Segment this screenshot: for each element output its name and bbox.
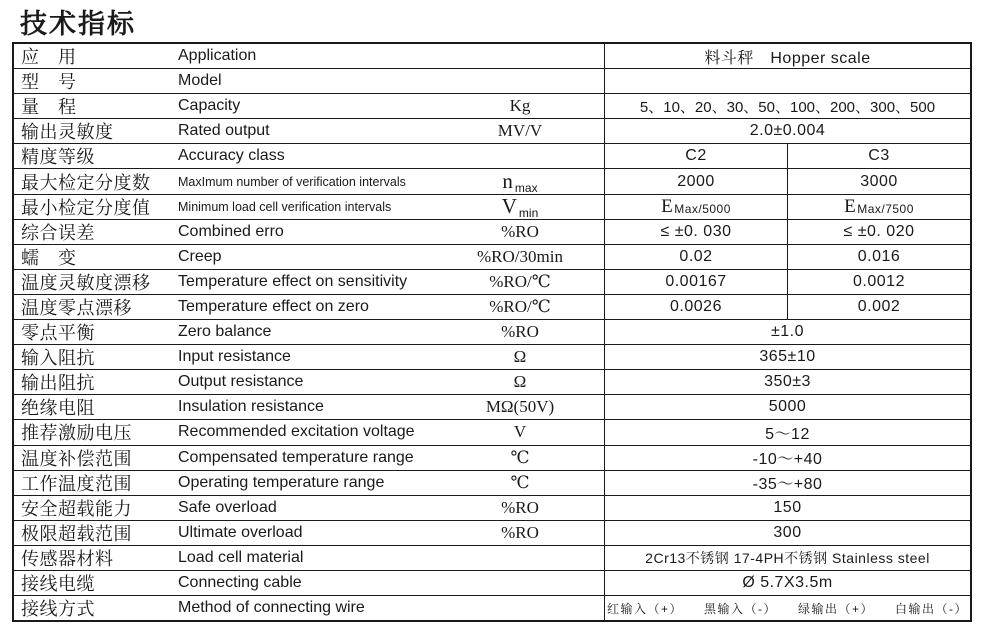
label-en: Ultimate overload: [178, 523, 303, 541]
value: 2.0±0.004: [749, 122, 826, 140]
row-label: [14, 471, 605, 495]
label-en: Model: [178, 72, 222, 90]
label-en: Recommended excitation voltage: [178, 423, 415, 441]
row-label: [14, 546, 605, 570]
row-label: [14, 420, 605, 444]
table-row-zero-balance: [14, 319, 970, 344]
table-row-application: [14, 44, 970, 68]
row-label: [14, 245, 605, 269]
value-symbol: E: [844, 195, 857, 217]
table-row-temp-effect-zero: [14, 294, 970, 319]
table-row-load-cell-material: [14, 545, 970, 570]
unit: ℃: [510, 472, 530, 492]
value: Ø 5.7X3.5m: [742, 574, 833, 592]
label-en: Load cell material: [178, 548, 304, 566]
unit: [436, 169, 604, 193]
value-symbol: E: [661, 195, 674, 217]
table-row-compensated-temp-range: [14, 445, 970, 470]
value-c2: 0.02: [605, 245, 788, 269]
table-row-output-resistance: [14, 369, 970, 394]
value: 365±10: [759, 348, 816, 366]
page-title: 技术指标: [20, 9, 136, 39]
label-zh: 极限超载范围: [21, 523, 132, 544]
table-row-min-verification-intervals: [14, 194, 970, 219]
value: -35～+80: [752, 476, 823, 494]
label-en: Method of connecting wire: [178, 599, 365, 617]
label-zh: 工作温度范围: [21, 473, 132, 494]
label-zh: 接线电缆: [21, 574, 95, 595]
unit: Ω: [513, 372, 527, 392]
label-zh: 量 程: [21, 97, 77, 118]
value: 150: [773, 498, 802, 516]
table-row-model: [14, 68, 970, 93]
label-en: Zero balance: [178, 323, 272, 341]
value-c2: 0.0026: [605, 295, 788, 319]
row-label: [14, 44, 605, 68]
label-en: Input resistance: [178, 348, 291, 366]
table-row-excitation-voltage: [14, 419, 970, 444]
table-row-input-resistance: [14, 344, 970, 369]
value-subscript: Max/7500: [857, 201, 914, 216]
label-zh: 输入阻抗: [21, 348, 95, 369]
label-zh: 综合误差: [21, 222, 95, 243]
value-c2: 2000: [605, 169, 788, 193]
label-zh: 安全超载能力: [21, 498, 132, 519]
unit-symbol: V: [501, 194, 517, 219]
value-c3: 0.016: [857, 247, 901, 265]
value-split: [605, 144, 970, 168]
label-zh: 推荐激励电压: [21, 423, 132, 444]
label-zh: 最小检定分度值: [21, 197, 151, 218]
unit-subscript: max: [514, 181, 538, 194]
label-zh: 绝缘电阻: [21, 398, 95, 419]
unit: [436, 195, 604, 219]
spec-table: [12, 42, 972, 622]
label-zh: 温度补偿范围: [21, 448, 132, 469]
value: ±1.0: [770, 323, 805, 341]
unit: %RO/℃: [489, 296, 551, 316]
value-c3: [788, 195, 970, 219]
table-row-max-verification-intervals: [14, 168, 970, 193]
label-en: Combined erro: [178, 222, 284, 240]
unit: %RO: [501, 221, 539, 241]
row-label: [14, 69, 605, 93]
label-zh: 精度等级: [21, 147, 95, 168]
value: 红输入（+） 黑输入（-） 绿输出（+） 白输出（-）: [606, 601, 968, 616]
table-row-creep: [14, 244, 970, 269]
value: -10～+40: [752, 451, 823, 469]
label-en: Safe overload: [178, 498, 277, 516]
row-label: [14, 496, 605, 520]
value-split: [605, 195, 970, 219]
unit: Kg: [509, 96, 531, 116]
unit: V: [513, 422, 527, 442]
row-label: [14, 119, 605, 143]
unit: %RO: [501, 497, 539, 517]
value: 5、10、20、30、50、100、200、300、500: [639, 98, 936, 116]
label-zh: 温度灵敏度漂移: [21, 272, 151, 293]
unit: MV/V: [497, 121, 543, 141]
table-row-ultimate-overload: [14, 520, 970, 545]
value-split: [605, 245, 970, 269]
value-c3: 0.0012: [853, 272, 905, 290]
value-c3: C3: [868, 147, 890, 165]
value-split: [605, 295, 970, 319]
value-c2: 0.00167: [605, 270, 788, 294]
unit: %RO/℃: [489, 271, 551, 291]
table-row-connecting-cable: [14, 570, 970, 595]
label-en: Creep: [178, 247, 222, 265]
value: 2Cr13不锈钢 17-4PH不锈钢 Stainless steel: [645, 549, 930, 566]
table-row-operating-temp-range: [14, 470, 970, 495]
row-label: [14, 571, 605, 595]
row-label: [14, 446, 605, 470]
label-en: Connecting cable: [178, 574, 302, 592]
row-label: [14, 270, 605, 294]
unit: MΩ(50V): [485, 397, 555, 417]
row-label: [14, 295, 605, 319]
row-label: [14, 220, 605, 244]
table-row-connecting-method: [14, 595, 970, 620]
label-en: MaxImum number of verification intervals: [178, 174, 406, 189]
row-label: [14, 195, 605, 219]
label-zh: 型 号: [21, 72, 77, 93]
label-zh: 输出阻抗: [21, 373, 95, 394]
unit-symbol: n: [502, 169, 513, 194]
label-zh: 蠕 变: [21, 247, 77, 268]
label-en: Accuracy class: [178, 147, 285, 165]
value-split: [605, 270, 970, 294]
row-label: [14, 596, 605, 620]
label-en: Application: [178, 47, 257, 65]
value-subscript: Max/5000: [674, 201, 731, 216]
value-c2: [605, 195, 788, 219]
value: [605, 69, 970, 93]
unit: Ω: [513, 347, 527, 367]
table-row-combined-error: [14, 219, 970, 244]
row-label: [14, 320, 605, 344]
row-label: [14, 395, 605, 419]
label-zh: 应 用: [21, 47, 77, 68]
table-row-rated-output: [14, 118, 970, 143]
row-label: [14, 345, 605, 369]
unit: %RO/30min: [477, 246, 563, 266]
label-en: Compensated temperature range: [178, 448, 414, 466]
value-split: [605, 220, 970, 244]
value-c3: ≤ ±0. 020: [843, 222, 915, 240]
label-en: Temperature effect on sensitivity: [178, 272, 408, 290]
row-label: [14, 370, 605, 394]
value-c2: ≤ ±0. 030: [605, 220, 788, 244]
label-zh: 传感器材料: [21, 548, 114, 569]
label-zh: 温度零点漂移: [21, 297, 132, 318]
value-c3: 3000: [860, 172, 898, 190]
label-en: Minimum load cell verification intervals: [178, 199, 392, 214]
label-en: Temperature effect on zero: [178, 297, 369, 315]
value-c2: C2: [605, 144, 788, 168]
row-label: [14, 94, 605, 118]
table-row-capacity: [14, 93, 970, 118]
row-label: [14, 169, 605, 193]
unit: ℃: [510, 447, 530, 467]
table-row-accuracy-class: [14, 143, 970, 168]
value: 5～12: [765, 425, 810, 443]
label-zh: 零点平衡: [21, 323, 95, 344]
unit-subscript: min: [518, 206, 539, 219]
label-en: Rated output: [178, 122, 270, 140]
unit: %RO: [501, 322, 539, 342]
label-zh: 输出灵敏度: [21, 122, 114, 143]
row-label: [14, 521, 605, 545]
label-en: Capacity: [178, 97, 241, 115]
value: 350±3: [764, 373, 811, 391]
value-c3: 0.002: [857, 297, 901, 315]
label-en: Output resistance: [178, 373, 304, 391]
label-en: Insulation resistance: [178, 398, 324, 416]
table-row-insulation-resistance: [14, 394, 970, 419]
row-label: [14, 144, 605, 168]
value-split: [605, 169, 970, 193]
label-en: Operating temperature range: [178, 473, 385, 491]
value: 料斗秤 Hopper scale: [704, 49, 871, 67]
label-zh: 最大检定分度数: [21, 172, 151, 193]
label-zh: 接线方式: [21, 599, 95, 620]
value: 300: [773, 523, 802, 541]
table-row-safe-overload: [14, 495, 970, 520]
unit: %RO: [501, 522, 539, 542]
value: 5000: [768, 398, 807, 416]
table-row-temp-effect-sensitivity: [14, 269, 970, 294]
